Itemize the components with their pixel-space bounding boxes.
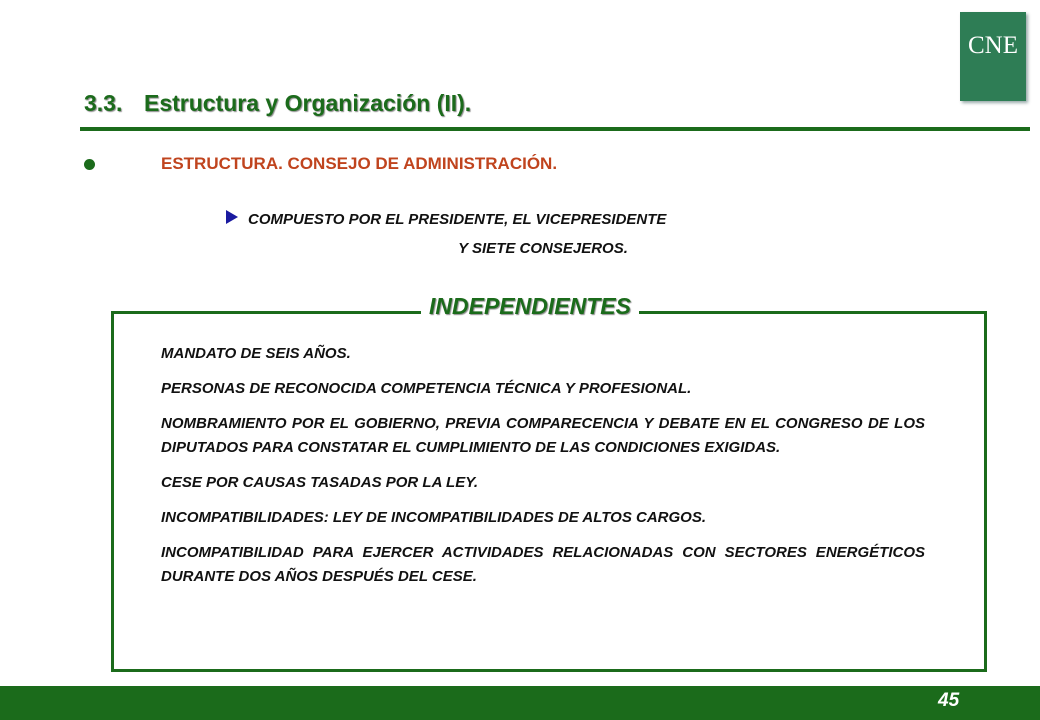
logo-text: CNE	[968, 32, 1018, 59]
composition-line-2: Y SIETE CONSEJEROS.	[458, 240, 628, 257]
list-item: PERSONAS DE RECONOCIDA COMPETENCIA TÉCNICA Y PROFESIONAL.	[161, 380, 692, 397]
footer-bar	[0, 686, 1040, 720]
title-text: Estructura y Organización (II).	[144, 90, 472, 116]
bullet-dot-icon	[84, 159, 95, 170]
list-item: INCOMPATIBILIDAD PARA EJERCER ACTIVIDADES RELACIONADAS CON SECTORES ENERGÉTICOS DURANTE DOS AÑOS DESPUÉS DEL CESE.	[161, 544, 925, 585]
requirements-list	[161, 342, 925, 600]
list-item: INCOMPATIBILIDADES: LEY DE INCOMPATIBILIDADES DE ALTOS CARGOS.	[161, 509, 707, 526]
list-item: MANDATO DE SEIS AÑOS.	[161, 345, 351, 362]
section-heading: ESTRUCTURA. CONSEJO DE ADMINISTRACIÓN.	[161, 154, 558, 173]
title-divider	[80, 127, 1030, 131]
arrow-right-icon	[226, 210, 238, 224]
composition-line-1: COMPUESTO POR EL PRESIDENTE, EL VICEPRESIDENTE	[248, 211, 667, 228]
list-item: CESE POR CAUSAS TASADAS POR LA LEY.	[161, 474, 478, 491]
cne-logo	[960, 12, 1026, 101]
slide-title	[84, 90, 471, 117]
list-item: NOMBRAMIENTO POR EL GOBIERNO, PREVIA COMPARECENCIA Y DEBATE EN EL CONGRESO DE LOS DIPUTADOS PARA CONSTATAR EL CUMPLIMIENTO DE LAS CONDICIONES EXIGIDAS.	[161, 415, 925, 456]
section-number: 3.3.	[84, 90, 123, 116]
page-number: 45	[938, 690, 960, 711]
box-label: INDEPENDIENTES	[421, 293, 639, 320]
